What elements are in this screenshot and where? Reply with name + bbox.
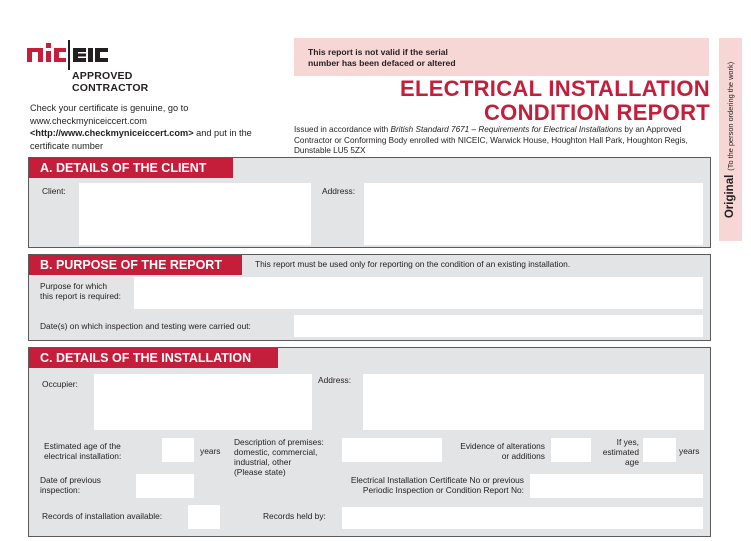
section-client-details <box>28 157 711 248</box>
records-available-label: Records of installation available: <box>42 511 163 521</box>
previous-certificate-label-line-1: Electrical Installation Certificate No or previous <box>350 475 524 485</box>
issued-standard: British Standard 7671 – Requirements for Electrical Installations <box>390 125 623 134</box>
previous-inspection-date-field[interactable] <box>136 474 194 498</box>
premises-label-line-4: (Please state) <box>234 467 286 477</box>
section-b-title: B. PURPOSE OF THE REPORT <box>29 255 242 275</box>
warning-line-1: This report is not valid if the serial <box>308 47 448 57</box>
approved-contractor-label <box>72 70 148 94</box>
section-c-title: C. DETAILS OF THE INSTALLATION <box>29 348 278 368</box>
years-label-2: years <box>679 446 700 456</box>
records-held-by-label: Records held by: <box>263 511 326 521</box>
installation-address-field[interactable] <box>363 374 704 430</box>
client-address-field[interactable] <box>364 183 703 245</box>
alterations-field[interactable] <box>551 438 591 462</box>
purpose-field[interactable] <box>134 277 703 309</box>
installation-address-label: Address: <box>318 375 352 385</box>
section-purpose-of-report <box>28 254 711 341</box>
premises-description-label <box>234 437 324 477</box>
previous-inspection-label-line-2: inspection: <box>40 485 81 495</box>
estimated-age-label-line-2: electrical installation: <box>44 451 122 461</box>
genuine-website[interactable]: www.checkmyniceiccert.com <box>30 115 147 126</box>
previous-certificate-label <box>309 475 524 495</box>
inspection-dates-label: Date(s) on which inspection and testing were carried out: <box>40 321 251 331</box>
genuine-check-text <box>30 102 285 152</box>
approved-text: APPROVED <box>72 70 133 82</box>
premises-description-field[interactable] <box>342 438 442 462</box>
previous-inspection-label <box>40 475 101 495</box>
section-a-title: A. DETAILS OF THE CLIENT <box>29 158 233 178</box>
warning-line-2: number has been defaced or altered <box>308 58 456 68</box>
premises-label-line-3: industrial, other <box>234 457 292 467</box>
previous-certificate-label-line-2: Periodic Inspection or Condition Report No: <box>362 485 524 495</box>
genuine-line-3: and put in the <box>193 128 252 139</box>
estimated-age-label <box>44 441 121 461</box>
occupier-field[interactable] <box>94 374 312 430</box>
report-title-line-2: CONDITION REPORT <box>483 100 710 125</box>
purpose-label <box>40 281 121 301</box>
client-label: Client: <box>42 186 66 196</box>
copy-note: (To the person ordering the work) <box>726 61 735 171</box>
genuine-link[interactable]: <http://www.checkmyniceiccert.com> <box>30 128 194 139</box>
client-field[interactable] <box>79 183 311 245</box>
years-label: years <box>200 446 221 456</box>
premises-label-line-2: domestic, commercial, <box>234 447 318 457</box>
genuine-line-4: certificate number <box>30 140 104 151</box>
issued-prefix: Issued in accordance with <box>294 125 391 134</box>
niceic-logo-mark <box>27 40 147 70</box>
issued-statement <box>294 125 709 157</box>
records-available-field[interactable] <box>188 505 220 529</box>
issued-suffix: by an Approved Contractor or Conforming Body enrolled with NICEIC, Warwick House, Houghton Hall Park, Houghton Regis, Dunstable LU5 5ZX <box>294 125 688 156</box>
validity-warning <box>294 38 709 76</box>
if-yes-label-line-1: If yes, <box>616 437 639 447</box>
records-held-by-field[interactable] <box>342 507 703 529</box>
inspection-dates-field[interactable] <box>294 315 703 337</box>
previous-inspection-label-line-1: Date of previous <box>40 475 101 485</box>
previous-certificate-field[interactable] <box>530 474 703 498</box>
occupier-label: Occupier: <box>42 379 78 389</box>
side-tab-text <box>724 62 736 218</box>
estimated-age-field[interactable] <box>162 438 194 462</box>
copy-side-tab <box>719 38 742 241</box>
estimated-age-label-line-1: Estimated age of the <box>44 441 121 451</box>
alterations-label-line-1: Evidence of alterations <box>460 441 545 451</box>
report-title-line-1: ELECTRICAL INSTALLATION <box>400 76 710 101</box>
section-installation-details <box>28 347 711 537</box>
client-address-label: Address: <box>322 186 356 196</box>
alterations-age-field[interactable] <box>643 438 676 462</box>
if-yes-label-line-3: age <box>625 457 639 467</box>
if-yes-age-label <box>593 437 639 467</box>
purpose-note: This report must be used only for reporting on the condition of an existing installation. <box>255 259 571 269</box>
copy-label: Original <box>724 174 736 219</box>
premises-label-line-1: Description of premises: <box>234 437 324 447</box>
contractor-text: CONTRACTOR <box>72 82 149 94</box>
genuine-line-1: Check your certificate is genuine, go to <box>30 103 189 113</box>
alterations-label-line-2: or additions <box>501 451 545 461</box>
purpose-label-line-1: Purpose for which <box>40 281 108 291</box>
purpose-label-line-2: this report is required: <box>40 291 121 301</box>
if-yes-label-line-2: estimated <box>602 447 639 457</box>
alterations-label <box>447 441 545 461</box>
